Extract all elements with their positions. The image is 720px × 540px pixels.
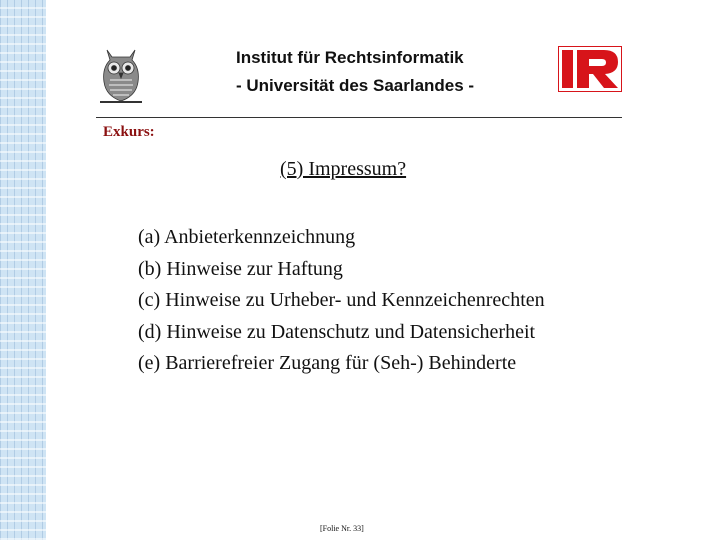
ifr-logo (558, 46, 622, 92)
owl-emblem-icon (98, 46, 144, 104)
section-label: Exkurs: (103, 124, 155, 140)
slide-number: [Folie Nr. 33] (320, 524, 364, 533)
list-item: (e) Barrierefreier Zugang für (Seh-) Behinderte (138, 352, 517, 374)
header-divider (96, 117, 622, 118)
item-list (138, 222, 608, 380)
decorative-side-strip (0, 0, 46, 540)
institute-name: Institut für Rechtsinformatik (236, 48, 464, 67)
slide-title: (5) Impressum? (280, 158, 407, 180)
list-item: (a) Anbieterkennzeichnung (138, 226, 356, 248)
university-name: - Universität des Saarlandes - (236, 76, 475, 95)
list-item: (b) Hinweise zur Haftung (138, 257, 343, 280)
list-item: (c) Hinweise zu Urheber- und Kennzeichenrechten (138, 289, 545, 311)
list-item: (d) Hinweise zu Datenschutz und Datensicherheit (138, 320, 536, 343)
